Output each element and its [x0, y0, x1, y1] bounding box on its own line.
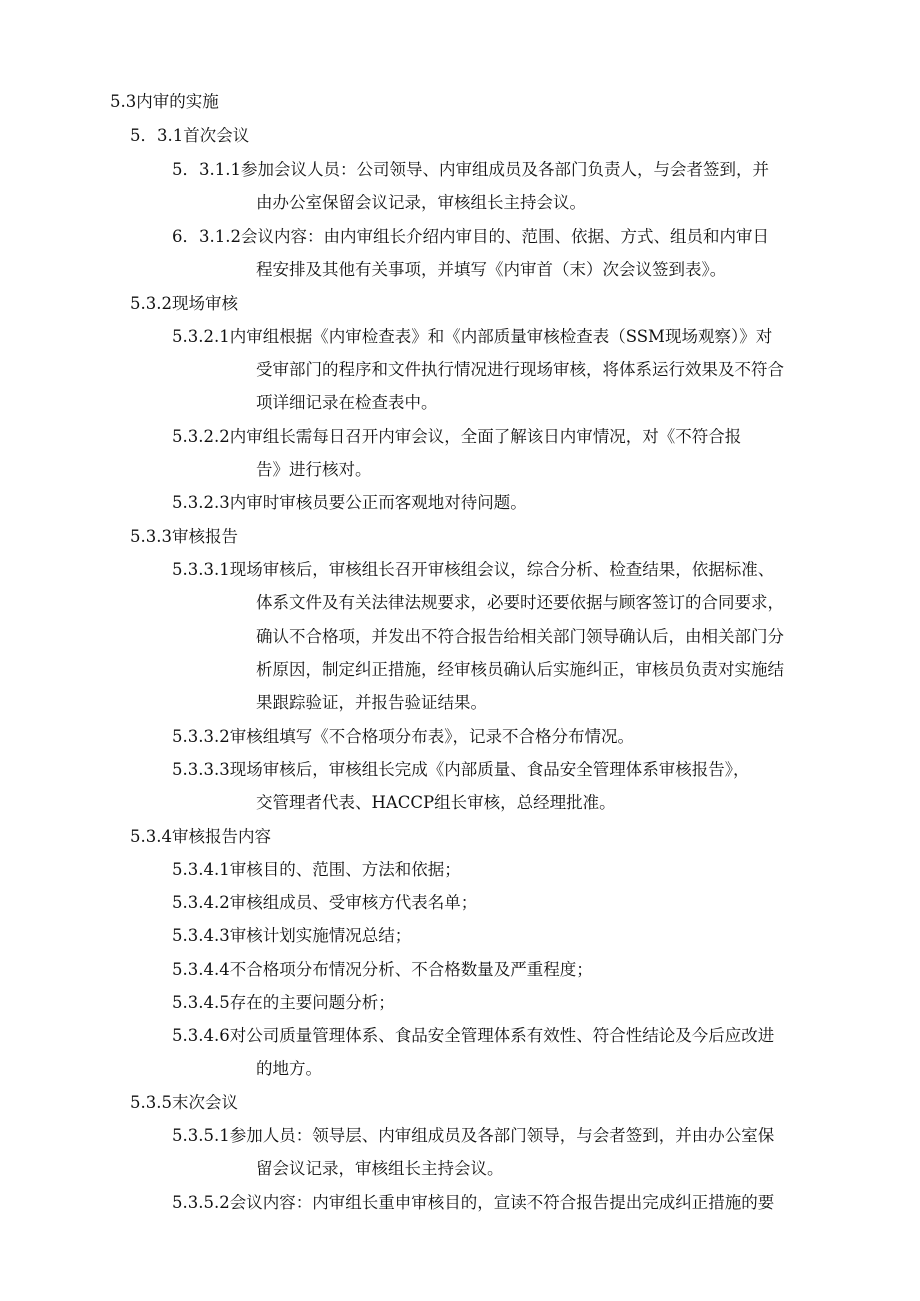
item-5-3-1-1-cont: 由办公室保留会议记录，审核组长主持会议。 [256, 193, 586, 212]
heading-5-3-3: 5.3.3审核报告 [130, 527, 238, 546]
item-5-3-5-1-cont: 留会议记录，审核组长主持会议。 [256, 1159, 504, 1178]
heading-5-3-5: 5.3.5末次会议 [130, 1093, 238, 1112]
item-5-3-3-1-cont-3: 析原因，制定纠正措施，经审核员确认后实施纠正，审核员负责对实施结 [256, 660, 784, 679]
item-5-3-3-3-cont: 交管理者代表、HACCP组长审核，总经理批准。 [256, 793, 616, 812]
item-5-3-5-1: 5.3.5.1参加人员：领导层、内审组成员及各部门领导，与会者签到，并由办公室保 [172, 1126, 775, 1145]
item-5-3-4-3: 5.3.4.3审核计划实施情况总结； [172, 926, 412, 945]
item-5-3-4-4: 5.3.4.4不合格项分布情况分析、不合格数量及严重程度； [172, 960, 593, 979]
item-5-3-4-2: 5.3.4.2审核组成员、受审核方代表名单； [172, 893, 478, 912]
item-5-3-3-1: 5.3.3.1现场审核后，审核组长召开审核组会议，综合分析、检查结果，依据标准、 [172, 560, 775, 579]
item-5-3-2-1-cont-1: 受审部门的程序和文件执行情况进行现场审核，将体系运行效果及不符合 [256, 360, 784, 379]
item-5-3-5-2: 5.3.5.2会议内容：内审组长重申审核目的，宣读不符合报告提出完成纠正措施的要 [172, 1193, 775, 1212]
heading-5-3: 5.3内审的实施 [110, 92, 219, 111]
item-5-3-4-5: 5.3.4.5存在的主要问题分析； [172, 993, 395, 1012]
item-5-3-2-1-cont-2: 项详细记录在检查表中。 [256, 393, 438, 412]
heading-5-3-1: 5．3.1首次会议 [130, 126, 250, 145]
item-5-3-3-1-cont-1: 体系文件及有关法律法规要求，必要时还要依据与顾客签订的合同要求， [256, 593, 784, 612]
item-5-3-3-2: 5.3.3.2审核组填写《不合格项分布表》，记录不合格分布情况。 [172, 727, 634, 746]
item-5-3-2-1: 5.3.2.1内审组根据《内审检查表》和《内部质量审核检查表（SSM现场观察）》对 [172, 327, 773, 346]
item-6-3-1-2-cont: 程安排及其他有关事项，并填写《内审首（末）次会议签到表》。 [256, 260, 727, 279]
item-5-3-3-1-cont-2: 确认不合格项，并发出不符合报告给相关部门领导确认后，由相关部门分 [256, 627, 784, 646]
item-5-3-2-2: 5.3.2.2内审组长需每日召开内审会议，全面了解该日内审情况，对《不符合报 [172, 427, 742, 446]
item-5-3-4-1: 5.3.4.1审核目的、范围、方法和依据； [172, 860, 461, 879]
item-5-3-3-1-cont-4: 果跟踪验证，并报告验证结果。 [256, 693, 487, 712]
item-5-3-1-1: 5．3.1.1参加会议人员：公司领导、内审组成员及各部门负责人，与会者签到，并 [172, 160, 769, 179]
item-5-3-2-3: 5.3.2.3内审时审核员要公正而客观地对待问题。 [172, 493, 527, 512]
item-5-3-4-6: 5.3.4.6对公司质量管理体系、食品安全管理体系有效性、符合性结论及今后应改进 [172, 1026, 775, 1045]
item-5-3-3-3: 5.3.3.3现场审核后，审核组长完成《内部质量、食品安全管理体系审核报告》， [172, 760, 750, 779]
item-5-3-2-2-cont: 告》进行核对。 [256, 460, 372, 479]
item-6-3-1-2: 6．3.1.2会议内容：由内审组长介绍内审目的、范围、依据、方式、组员和内审日 [172, 227, 769, 246]
heading-5-3-4: 5.3.4审核报告内容 [130, 827, 271, 846]
heading-5-3-2: 5.3.2现场审核 [130, 294, 238, 313]
item-5-3-4-6-cont: 的地方。 [256, 1059, 322, 1078]
